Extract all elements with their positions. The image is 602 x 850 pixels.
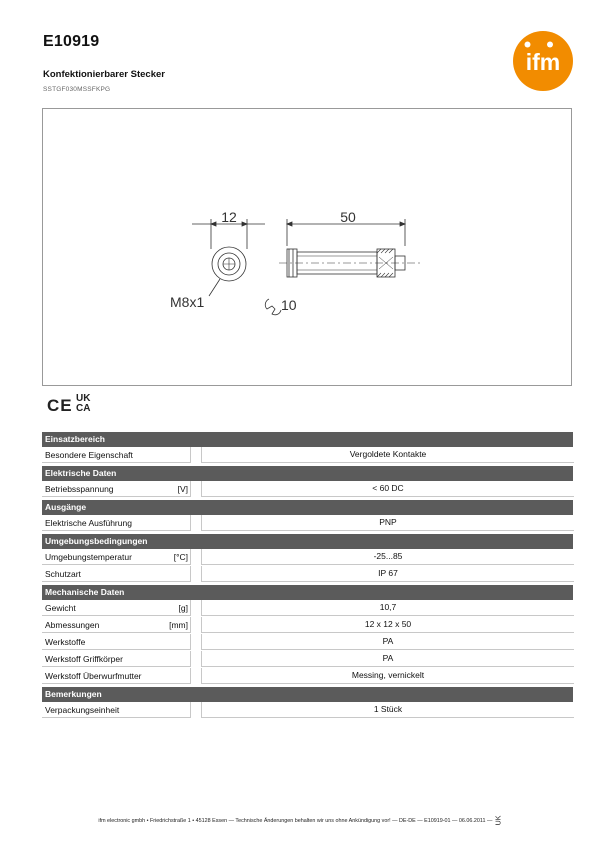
- spec-row: [42, 702, 573, 719]
- approval-marks: [47, 394, 99, 416]
- row-unit: [V]: [177, 484, 188, 494]
- ukca-top: UK: [76, 393, 91, 404]
- ifm-logo: [512, 30, 574, 92]
- section-header: Einsatzbereich: [42, 432, 573, 447]
- dimension-drawing: [42, 108, 572, 386]
- section-header: Bemerkungen: [42, 687, 573, 702]
- row-name: Werkstoffe: [45, 637, 86, 647]
- section-header: Umgebungsbedingungen: [42, 534, 573, 549]
- section-header: Ausgänge: [42, 500, 573, 515]
- row-unit: [mm]: [169, 620, 188, 630]
- spec-row: [42, 600, 573, 617]
- article-number: SSTGF030MSSFKPG: [43, 86, 111, 93]
- spec-row: [42, 447, 573, 464]
- row-unit: [g]: [178, 603, 188, 613]
- row-value: IP 67: [201, 566, 574, 582]
- row-name: Gewicht: [45, 603, 76, 613]
- row-value: PA: [201, 651, 574, 667]
- spec-row: [42, 549, 573, 566]
- row-name: Besondere Eigenschaft: [45, 450, 133, 460]
- row-value: PNP: [201, 515, 574, 531]
- row-unit: [°C]: [173, 552, 188, 562]
- row-value: Messing, vernickelt: [201, 668, 574, 684]
- row-name: Abmessungen: [45, 620, 100, 630]
- section-header: Mechanische Daten: [42, 585, 573, 600]
- spec-row: [42, 634, 573, 651]
- footer-text: ifm electronic gmbh • Friedrichstraße 1 • 45128 Essen — Technische Änderungen behalten wir uns ohne Ankündigung vor! — DE-DE — E10919-01 — 06.06.2011 —: [98, 817, 493, 824]
- row-value: 10,7: [201, 600, 574, 616]
- logo-text: ifm: [525, 49, 561, 75]
- wrench-size-label: 10: [281, 297, 297, 313]
- row-name: Werkstoff Griffkörper: [45, 654, 123, 664]
- spec-row: [42, 668, 573, 685]
- drawing-svg: [43, 109, 571, 385]
- row-value: < 60 DC: [201, 481, 574, 497]
- dim-front-label: 12: [221, 209, 237, 225]
- row-name: Werkstoff Überwurfmutter: [45, 671, 142, 681]
- product-code: E10919: [43, 33, 100, 50]
- logo-dot-i: [525, 42, 531, 48]
- spec-table: [42, 430, 573, 719]
- ce-mark: CE: [47, 396, 73, 415]
- row-value: PA: [201, 634, 574, 650]
- spec-row: [42, 651, 573, 668]
- wrench-icon: [265, 299, 281, 315]
- ukca-mark: [76, 394, 90, 414]
- footer: [0, 817, 602, 824]
- spec-row: [42, 515, 573, 532]
- thread-leader: [209, 279, 220, 296]
- footer-version: UK: [495, 815, 503, 826]
- logo-dot-f: [547, 42, 553, 48]
- row-value: Vergoldete Kontakte: [201, 447, 574, 463]
- row-name: Umgebungstemperatur: [45, 552, 132, 562]
- row-name: Schutzart: [45, 569, 81, 579]
- ukca-bottom: CA: [76, 403, 91, 414]
- spec-row: [42, 481, 573, 498]
- row-value: 12 x 12 x 50: [201, 617, 574, 633]
- row-name: Elektrische Ausführung: [45, 518, 132, 528]
- spec-row: [42, 617, 573, 634]
- spec-row: [42, 566, 573, 583]
- section-header: Elektrische Daten: [42, 466, 573, 481]
- dim-length-label: 50: [340, 209, 356, 225]
- product-title: Konfektionierbarer Stecker: [43, 69, 165, 80]
- thread-label: M8x1: [170, 294, 205, 310]
- row-name: Verpackungseinheit: [45, 705, 120, 715]
- row-value: -25...85: [201, 549, 574, 565]
- row-name: Betriebsspannung: [45, 484, 114, 494]
- row-value: 1 Stück: [201, 702, 574, 718]
